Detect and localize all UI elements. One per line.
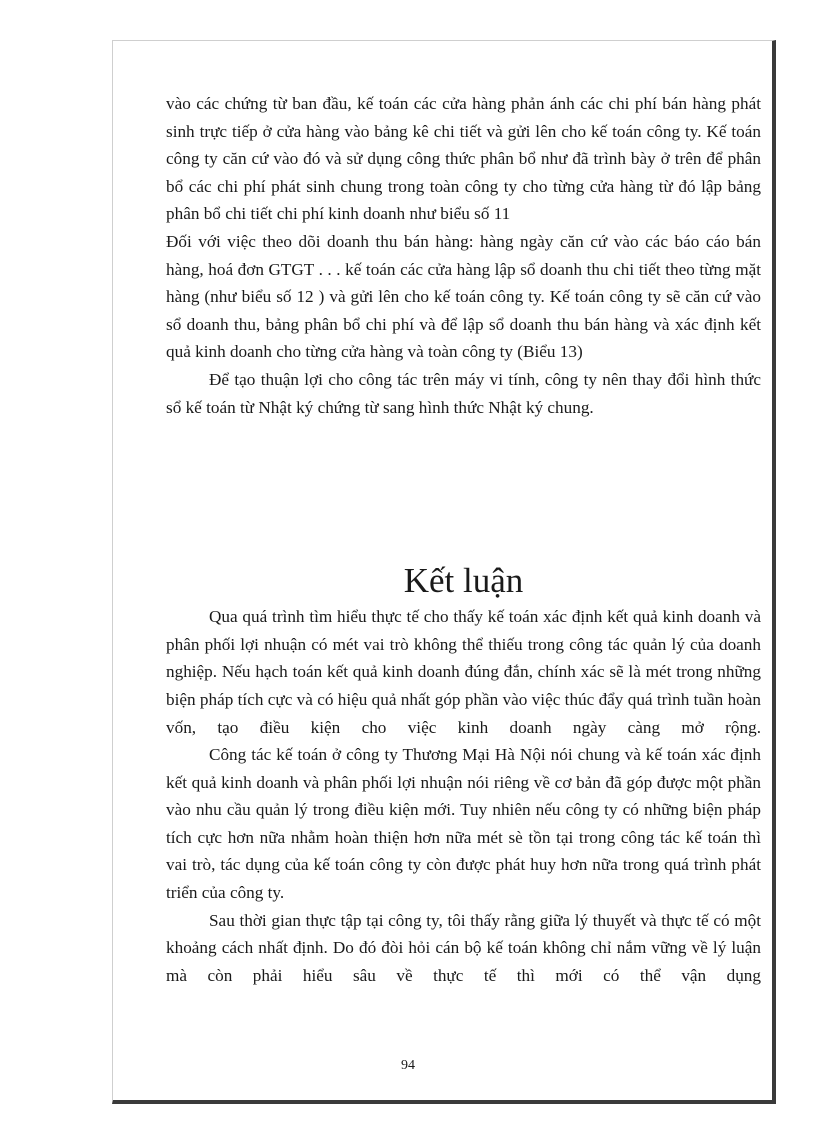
conclusion-heading: Kết luận <box>403 561 524 601</box>
conclusion-paragraph-2: Công tác kế toán ở công ty Thương Mại Hà Nội nói chung và kế toán xác định kết quả kinh doanh và phân phối lợi nhuận nói riêng về cơ bản đã góp được một phần vào nhu cầu quản lý trong điều kiện mới. Tuy nhiên nếu công ty có những biện pháp tích cực hơn nữa nhằm hoàn thiện hơn nữa mét sè tồn tại trong công tác kế toán thì vai trò, tác dụng của kế toán công ty còn được phát huy hơn nữa trong quá trình phát triển của công ty. <box>166 745 761 903</box>
paragraph-revenue-tracking: Đối với việc theo dõi doanh thu bán hàng: hàng ngày căn cứ vào các báo cáo bán hàng, hoá đơn GTGT . . . kế toán các cửa hàng lập sổ doanh thu chi tiết theo từng mặt hàng (như biểu số 12 ) và gửi lên cho kế toán công ty. Kế toán công ty sẽ căn cứ vào sổ doanh thu, bảng phân bổ chi phí và để lập sổ doanh thu bán hàng và xác định kết quả kinh doanh cho từng cửa hàng và toàn công ty (Biểu 13) <box>166 231 761 362</box>
conclusion-paragraph-3: Sau thời gian thực tập tại công ty, tôi thấy rằng giữa lý thuyết và thực tế có một khoảng cách nhất định. Do đó đòi hỏi cán bộ kế toán không chỉ nắm vững về lý luận mà còn phải hiểu sâu về thực tế thì mới có thể vận dụng <box>166 910 761 985</box>
paragraph-expense-allocation: vào các chứng từ ban đầu, kế toán các cửa hàng phản ánh các chi phí bán hàng phát sinh trực tiếp ở cửa hàng vào bảng kê chi tiết và gửi lên cho kế toán công ty. Kế toán công ty căn cứ vào đó và sử dụng công thức phân bổ như đã trình bày ở trên để phân bổ các chi phí phát sinh chung trong toàn công ty cho từng cửa hàng từ đó lập bảng phân bổ chi tiết chi phí kinh doanh như biểu số 11 <box>166 94 761 224</box>
page-content <box>166 90 761 989</box>
conclusion-paragraph-1: Qua quá trình tìm hiểu thực tế cho thấy kế toán xác định kết quả kinh doanh và phân phối lợi nhuận có mét vai trò không thể thiếu trong công tác quản lý của doanh nghiệp. Nếu hạch toán kết quả kinh doanh đúng đắn, chính xác sẽ là mét trong những biện pháp tích cực và có hiệu quả nhất góp phần vào việc thúc đẩy quá trình tuần hoàn vốn, tạo điều kiện cho việc kinh doanh ngày càng mở rộng. <box>166 607 761 737</box>
page-number: 94 <box>401 1058 415 1073</box>
paragraph-computerization: Để tạo thuận lợi cho công tác trên máy vi tính, công ty nên thay đổi hình thức sổ kế toán từ Nhật ký chứng từ sang hình thức Nhật ký chung. <box>166 369 761 417</box>
